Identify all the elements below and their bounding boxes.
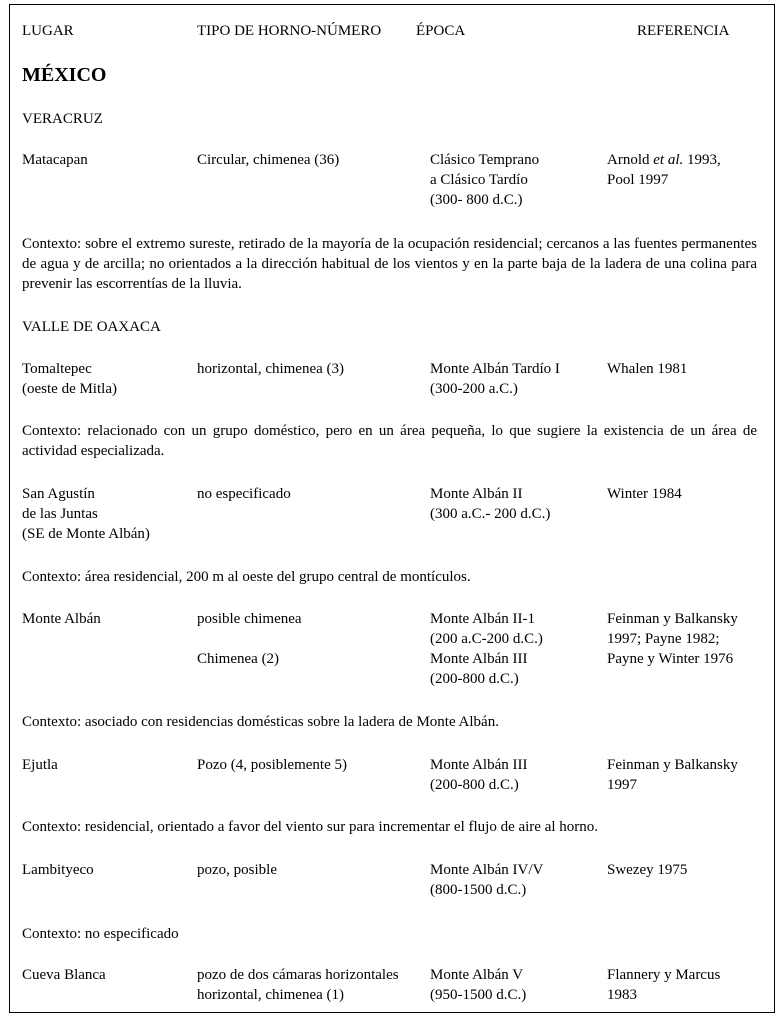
- kiln-type: Circular, chimenea (36): [197, 152, 340, 168]
- header-lugar: LUGAR: [22, 23, 74, 39]
- reference: Whalen 1981: [607, 361, 688, 377]
- period: Monte Albán V (950-1500 d.C.): [430, 967, 527, 1003]
- site-name: Tomaltepec (oeste de Mitla): [22, 361, 117, 397]
- period: Monte Albán IV/V (800-1500 d.C.): [430, 862, 544, 898]
- site-name: Cueva Blanca: [22, 967, 106, 983]
- site-name: Ejutla: [22, 757, 58, 773]
- period: Monte Albán III (200-800 d.C.): [430, 651, 528, 687]
- kiln-type: Pozo (4, posiblemente 5): [197, 757, 347, 773]
- reference: Swezey 1975: [607, 862, 688, 878]
- period: Clásico Temprano a Clásico Tardío (300- 800 d.C.): [430, 152, 540, 208]
- reference: Arnold et al. 1993, Pool 1997: [607, 152, 721, 188]
- reference: Feinman y Balkansky 1997; Payne 1982; Payne y Winter 1976: [607, 611, 738, 667]
- context-paragraph: Contexto: asociado con residencias domésticas sobre la ladera de Monte Albán.: [22, 714, 499, 730]
- site-name: Lambityeco: [22, 862, 94, 878]
- reference: Flannery y Marcus 1983: [607, 967, 721, 1003]
- kiln-type: no especificado: [197, 486, 291, 502]
- context-paragraph: Contexto: sobre el extremo sureste, retirado de la mayoría de la ocupación residencial; cercanos a las fuentes permanentes de agua y de arcilla; no orientados a la dirección habitual de los vientos y en la parte baja de la ladera de una colina para prevenir las escorrentías de la lluvia.: [22, 236, 757, 292]
- reference: Winter 1984: [607, 486, 682, 502]
- period: Monte Albán II-1 (200 a.C-200 d.C.): [430, 611, 543, 647]
- reference: Feinman y Balkansky 1997: [607, 757, 738, 793]
- header-epoca: ÉPOCA: [416, 23, 466, 39]
- kiln-type: pozo de dos cámaras horizontales horizontal, chimenea (1): [197, 967, 399, 1003]
- context-paragraph: Contexto: no especificado: [22, 926, 179, 942]
- site-name: Monte Albán: [22, 611, 101, 627]
- kiln-type: posible chimenea: [197, 611, 302, 627]
- region-oaxaca: VALLE DE OAXACA: [22, 319, 161, 335]
- period: Monte Albán Tardío I (300-200 a.C.): [430, 361, 560, 397]
- header-tipo: TIPO DE HORNO-NÚMERO: [197, 23, 382, 39]
- period: Monte Albán III (200-800 d.C.): [430, 757, 528, 793]
- context-paragraph: Contexto: relacionado con un grupo doméstico, pero en un área pequeña, lo que sugiere la existencia de un área de actividad especializada.: [22, 423, 757, 459]
- period: Monte Albán II (300 a.C.- 200 d.C.): [430, 486, 551, 522]
- kiln-type: horizontal, chimenea (3): [197, 361, 345, 377]
- kiln-type: Chimenea (2): [197, 651, 280, 667]
- context-paragraph: Contexto: área residencial, 200 m al oeste del grupo central de montículos.: [22, 569, 471, 585]
- site-name: Matacapan: [22, 152, 88, 168]
- site-name: San Agustín de las Juntas (SE de Monte Albán): [22, 486, 150, 542]
- region-veracruz: VERACRUZ: [22, 111, 103, 127]
- kiln-type: pozo, posible: [197, 862, 277, 878]
- header-referencia: REFERENCIA: [637, 23, 730, 39]
- country-title: MÉXICO: [22, 64, 107, 86]
- context-paragraph: Contexto: residencial, orientado a favor del viento sur para incrementar el flujo de aire al horno.: [22, 819, 599, 835]
